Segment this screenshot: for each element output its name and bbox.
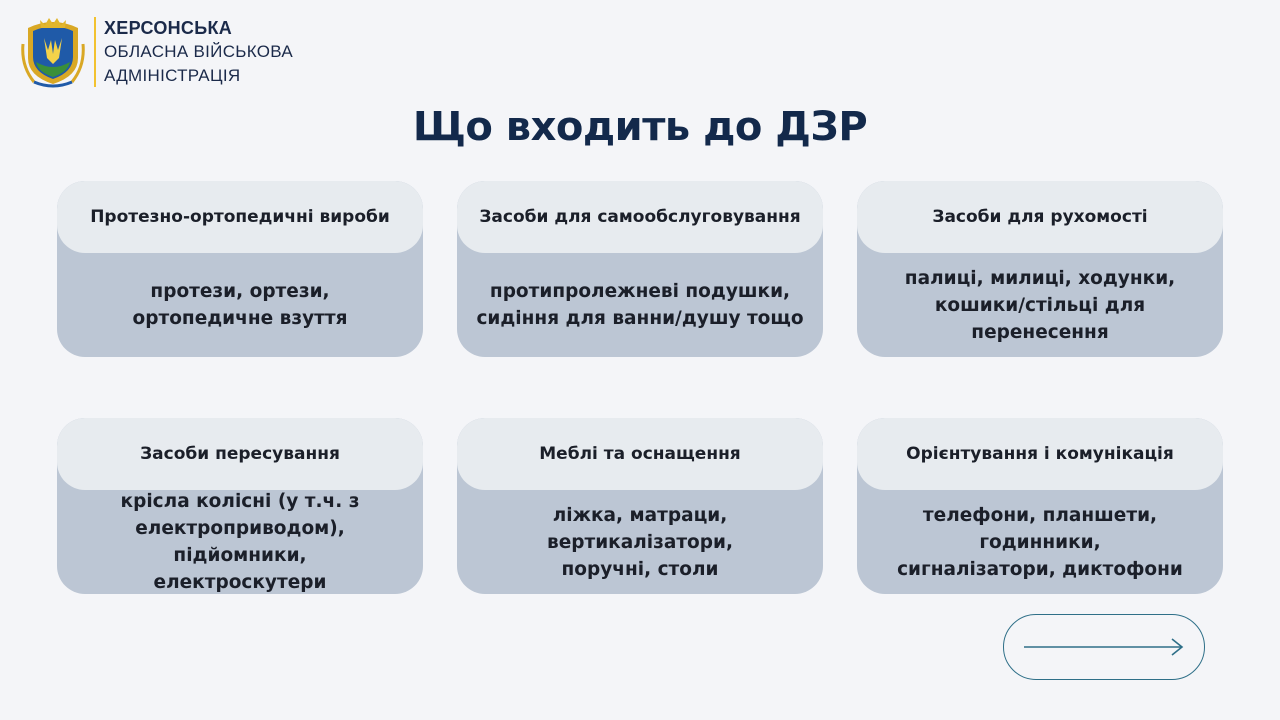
card-line: поручні, столи [561, 558, 719, 580]
card-line: палиці, милиці, ходунки, [904, 267, 1176, 289]
card-heading: Орієнтування і комунікація [857, 418, 1223, 490]
card-line: сигналізатори, диктофони [897, 558, 1183, 580]
card-line: ортопедичне взуття [132, 308, 348, 329]
organization-name [104, 16, 293, 88]
card-heading: Меблі та оснащення [457, 418, 823, 490]
card-line: кошики/стільці для [934, 294, 1146, 316]
card-heading: Засоби для рухомості [857, 181, 1223, 253]
card-line: перенесення [971, 321, 1109, 343]
kherson-coat-of-arms-icon [20, 14, 86, 90]
card-line: телефони, планшети, годинники, [922, 504, 1158, 553]
card-line: електроскутери [153, 572, 327, 593]
page-title: Що входить до ДЗР [412, 104, 868, 150]
card-heading: Засоби пересування [57, 418, 423, 490]
org-line-2: ОБЛАСНА ВІЙСЬКОВА [104, 42, 293, 61]
next-button[interactable] [1003, 614, 1205, 680]
card-mobility [857, 181, 1223, 357]
card-line: протези, ортези, [150, 281, 330, 302]
card-body [457, 253, 823, 357]
card-line: електроприводом), підйомники, [135, 518, 345, 566]
card-line: сидіння для ванни/душу тощо [476, 308, 804, 329]
card-heading: Протезно-ортопедичні вироби [57, 181, 423, 253]
card-line: протипролежневі подушки, [489, 281, 791, 302]
header [20, 14, 293, 90]
card-heading: Засоби для самообслуговування [457, 181, 823, 253]
card-orientation-communication [857, 418, 1223, 594]
card-body [57, 490, 423, 594]
card-body [457, 490, 823, 594]
card-prosthetic-orthopedic [57, 181, 423, 357]
arrow-right-icon [1022, 638, 1186, 656]
card-transportation [57, 418, 423, 594]
card-body [857, 253, 1223, 357]
card-self-service [457, 181, 823, 357]
header-divider [94, 17, 96, 87]
card-line: ліжка, матраци, вертикалізатори, [546, 504, 733, 553]
card-line: крісла колісні (у т.ч. з [120, 491, 360, 512]
card-furniture-equipment [457, 418, 823, 594]
card-body [857, 490, 1223, 594]
org-line-1: ХЕРСОНСЬКА [104, 18, 233, 38]
org-line-3: АДМІНІСТРАЦІЯ [104, 66, 241, 85]
card-body [57, 253, 423, 357]
